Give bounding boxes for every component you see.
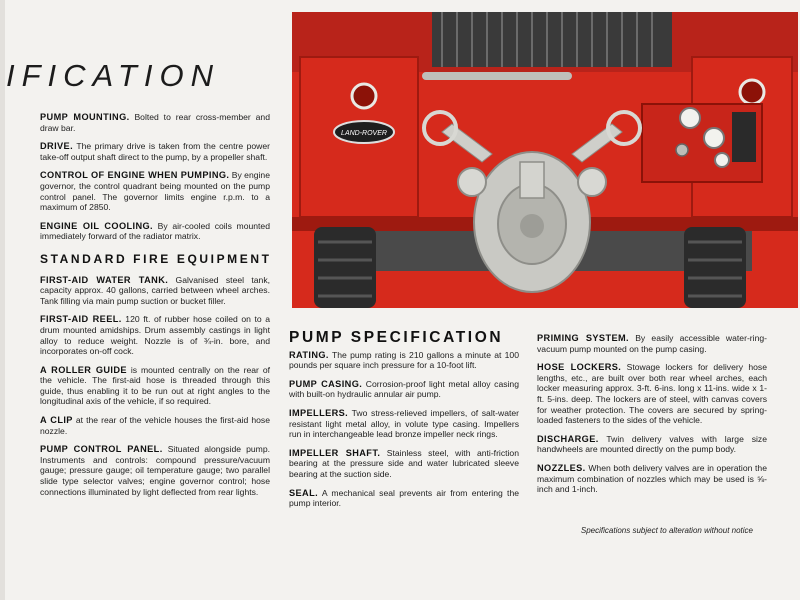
spec-term: A ROLLER GUIDE [40,364,127,375]
right-delivery-outlet [578,168,606,196]
spec-text: When both delivery valves are in operation the maximum combination of nozzles which may be used is ⅝-inch and 1-inch. [537,462,767,495]
spec-text: at the rear of the vehicle houses the first-aid hose nozzle. [40,415,270,436]
spec-term: IMPELLER SHAFT. [289,447,381,458]
spec-entry [40,141,270,162]
spec-text: The pump rating is 210 gallons a minute at 100 pounds per square inch pressure for a 10-foot lift. [289,349,519,371]
spec-entry [40,314,270,356]
spec-term: FIRST-AID REEL. [40,314,122,325]
badge-text: LAND-ROVER [341,130,387,137]
spec-text: Galvanised steel tank, capacity approx. 40 gallons, carried between wheel arches. Tank filling via main pump suction or bucket filler. [40,274,270,306]
spec-entry [537,362,767,426]
spec-term: DISCHARGE. [537,433,599,444]
right-column [537,333,767,503]
spec-term: NOZZLES. [537,462,586,473]
left-tail-light [352,84,376,108]
compound-gauge [704,128,724,148]
spec-text: Bolted to rear cross-member and draw bar. [40,112,270,133]
spec-term: ENGINE OIL COOLING. [40,220,154,231]
spec-term: HOSE LOCKERS. [537,362,622,373]
spec-entry [289,350,519,371]
left-delivery-outlet [458,168,486,196]
spec-entry [289,448,519,480]
footnote-alteration-notice: Specifications subject to alteration without notice [580,526,753,535]
spec-term: DRIVE. [40,141,74,152]
spec-term: CONTROL OF ENGINE WHEN PUMPING. [40,170,230,181]
spec-entry [537,333,767,354]
priming-pump [520,162,544,198]
section-title-pump-specification: PUMP SPECIFICATION [289,329,504,346]
spec-text: Stainless steel, with anti-friction bearing at the pressure side and water lubricated sleeve bearing at the suction side. [289,447,519,479]
spec-text: is mounted centrally on the rear of the vehicle. The first-aid hose is threaded through this guide, thus enabling it to be run out at right angles to the longitudinal axis of the vehicle, if so required. [40,364,270,407]
spec-term: A CLIP [40,415,73,426]
spec-term: RATING. [289,349,329,360]
spec-text: A mechanical seal prevents air from entering the pump interior. [289,487,520,509]
middle-column [289,329,520,517]
spec-text: Stowage lockers for delivery hose lengths, etc., are built over both rear wheel arches, each locker measuring approx. 3-ft. 6-ins. long x 11-ins. wide x 1-ft. 5-ins. deep. The lockers are of steel, with canvas covers for weather protection. The covers are secured by spring-loaded fasteners to the sides of the vehicle. [537,362,768,426]
spec-text: By easily accessible water-ring-vacuum pump mounted on the pump casing. [537,333,767,354]
right-tail-light [740,80,764,104]
spec-text: 120 ft. of rubber hose coiled on to a drum mounted amidships. Drum assembly castings in light alloy to reduce weight. Nozzle is of ¾-in. bore, and incorporates on-off cock. [40,314,270,357]
left-entries-bottom [40,275,270,498]
spec-entry [40,112,270,133]
spec-entry [537,434,767,455]
spec-term: PUMP CASING. [289,378,363,389]
spec-text: The primary drive is taken from the centre power take-off output shaft direct to the pump, by a propeller shaft. [40,141,271,162]
fire-pump-photo [292,12,798,308]
spec-entry [40,275,270,307]
spec-text: By air-cooled coils mounted immediately forward of the radiator matrix. [40,220,270,242]
spec-text: Corrosion-proof light metal alloy casing with built-on hydraulic annular air pump. [289,378,519,400]
spec-text: By engine governor, the control quadrant being mounted on the pump control panel. The governor limits engine r.p.m. to a maximum of 2850. [40,170,270,213]
spec-entry [289,379,519,400]
pressure-gauge [680,108,700,128]
spec-term: FIRST-AID WATER TANK. [40,274,169,285]
fire-pump-illustration [292,12,798,308]
oil-temperature-gauge [715,153,729,167]
selector-valve-knob [676,144,688,156]
spec-term: PUMP CONTROL PANEL. [40,444,163,455]
page-spine [0,0,5,600]
spec-text: Situated alongside pump. Instruments and controls: compound pressure/vacuum gauge; pressure gauge; oil temperature gauge; two parallel slide type selector valves; engine governor control; hose connections illuminated by light deflected from rear lights. [40,444,270,497]
spec-entry [40,170,270,212]
suction-pipe [422,72,572,80]
spec-text: Two stress-relieved impellers, of salt-water resistant light metal alloy, in volute type casing. Impellers run in interchangeable lead bronze impeller neck rings. [289,407,519,440]
panel-dark-recess [732,112,756,162]
spec-term: SEAL. [289,487,319,498]
page-heading-fragment: IFICATION [6,58,220,93]
spec-entry [40,365,270,407]
spec-entry [289,488,519,509]
spec-text: Twin delivery valves with large size handwheels are mounted directly on the pump body. [537,433,767,455]
spec-entry [289,408,519,440]
spec-term: PRIMING SYSTEM. [537,333,629,343]
spec-entry [40,444,270,497]
spec-term: IMPELLERS. [289,407,349,418]
left-column [40,112,270,505]
left-entries-top [40,112,270,242]
spec-entry [40,221,270,242]
pump-hub [520,214,544,238]
spec-entry [537,463,767,495]
spec-entry [40,415,270,436]
section-title-standard-equipment: STANDARD FIRE EQUIPMENT [40,251,272,266]
spec-term: PUMP MOUNTING. [40,112,130,122]
